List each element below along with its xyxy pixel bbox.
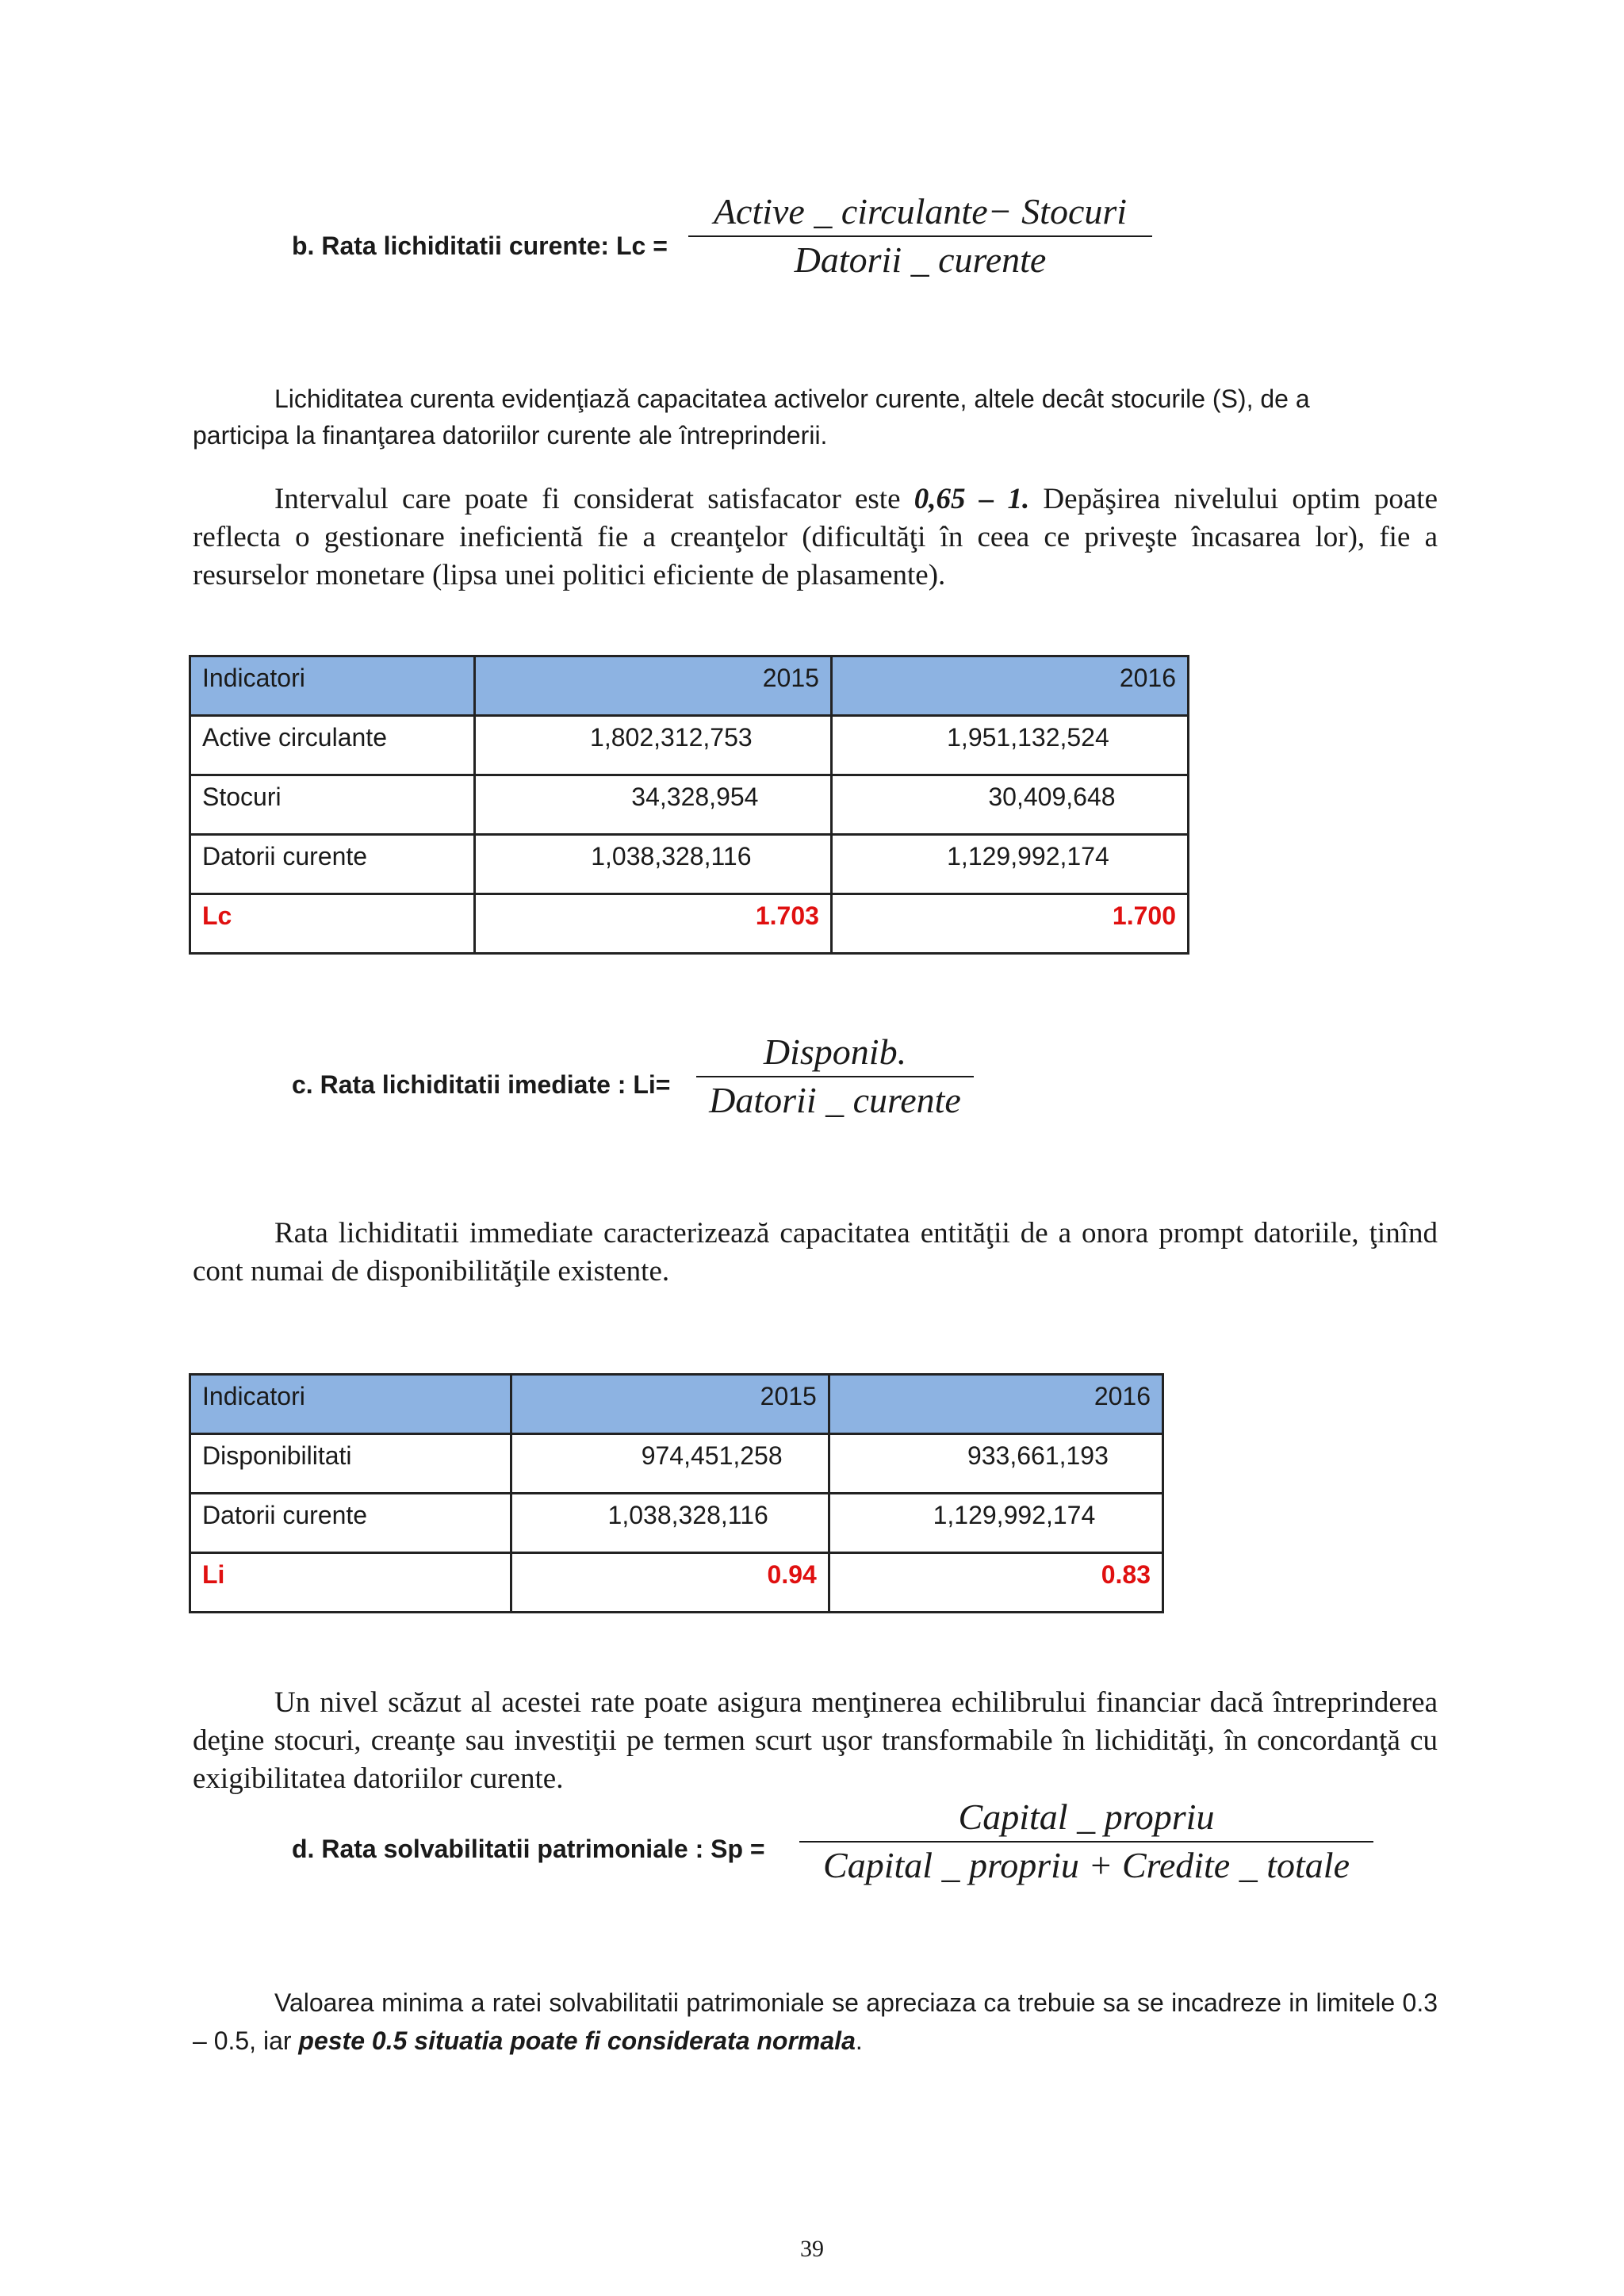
table-row	[190, 716, 1189, 775]
table-cell: 1,951,132,524	[831, 716, 1188, 775]
table-row	[190, 835, 1189, 894]
table-cell: 0.94	[511, 1553, 829, 1613]
table-cell: 1,802,312,753	[474, 716, 831, 775]
table-row	[190, 1434, 1163, 1494]
table-cell: 1,038,328,116	[511, 1494, 829, 1553]
table-cell: Disponibilitati	[190, 1434, 511, 1494]
table-cell: 30,409,648	[831, 775, 1188, 835]
paragraph-interval	[193, 480, 1438, 595]
paragraph-lichiditate-imediata	[193, 1215, 1438, 1291]
table-cell: Li	[190, 1553, 511, 1613]
fraction-bar	[696, 1076, 974, 1077]
table-header-cell: 2016	[831, 656, 1188, 716]
table-header-row	[190, 656, 1189, 716]
table-cell: 1,129,992,174	[831, 835, 1188, 894]
fraction-bar	[688, 235, 1152, 237]
paragraph-text: Valoarea minima a ratei solvabilitatii patrimoniale se apreciaza ca trebuie sa se incadreze in limitele 0.3 – 0.5, iar	[193, 1988, 1438, 2055]
paragraph-text: Un nivel scăzut al acestei rate poate asigura menţinerea echilibrului financiar dacă întreprinderea deţine stocuri, creanţe sau investiţii pe termen scurt uşor transformabile în lichidităţi, în concordanţă cu exigibilitatea datoriilor curente.	[193, 1686, 1438, 1795]
table-cell: Lc	[190, 894, 475, 954]
paragraph-line: participa la finanţarea datoriilor curente ale întreprinderii.	[193, 421, 828, 450]
table-header-row	[190, 1375, 1163, 1434]
formula-b-denominator: Datorii _ curente	[794, 239, 1047, 280]
table-lichiditate-imediata	[189, 1373, 1164, 1613]
formula-b-fraction	[688, 190, 1152, 281]
table-header-cell: 2015	[474, 656, 831, 716]
page-number: 39	[800, 2236, 824, 2262]
paragraph-text: .	[855, 2026, 863, 2055]
formula-c-label: c. Rata lichiditatii imediate : Li=	[292, 1070, 671, 1099]
paragraph-text: Rata lichiditatii immediate caracterizează capacitatea entităţii de a onora prompt datoriile, ţinînd cont numai de disponibilităţile existente.	[193, 1217, 1438, 1288]
fraction-bar	[799, 1841, 1373, 1843]
paragraph-lichiditate-curenta	[193, 381, 1438, 453]
paragraph-text: Intervalul care poate fi considerat satisfacator este	[274, 483, 914, 515]
formula-b-label: b. Rata lichiditatii curente: Lc =	[292, 232, 668, 260]
paragraph-solvabilitate	[193, 1984, 1438, 2060]
formula-c-denominator: Datorii _ curente	[709, 1080, 961, 1120]
emphasis-text: peste 0.5 situatia poate fi considerata normala	[298, 2026, 856, 2055]
table-lichiditate-curenta	[189, 655, 1189, 955]
table-header-cell: Indicatori	[190, 1375, 511, 1434]
table-cell: Stocuri	[190, 775, 475, 835]
table-cell: Datorii curente	[190, 835, 475, 894]
paragraph-nivel-scazut	[193, 1684, 1438, 1798]
table-cell: 1.703	[474, 894, 831, 954]
table-cell: 1,129,992,174	[829, 1494, 1162, 1553]
table-result-row	[190, 894, 1189, 954]
formula-c-fraction	[696, 1031, 974, 1121]
table-header-cell: Indicatori	[190, 656, 475, 716]
table-cell: 1,038,328,116	[474, 835, 831, 894]
table-cell: Datorii curente	[190, 1494, 511, 1553]
table-row	[190, 775, 1189, 835]
paragraph-text: Depăşirea nivelului optim poate reflecta o gestionare ineficientă fie a creanţelor (dificultăţi în ceea ce priveşte încasarea lor), fie a resurselor monetare (lipsa unei politici eficiente de plasamente).	[193, 483, 1438, 591]
table-cell: 0.83	[829, 1553, 1162, 1613]
table-header-cell: 2016	[829, 1375, 1162, 1434]
formula-d-label: d. Rata solvabilitatii patrimoniale : Sp =	[292, 1835, 765, 1863]
formula-d-fraction	[799, 1796, 1373, 1886]
formula-c-numerator: Disponib.	[763, 1031, 907, 1072]
formula-b-numerator: Active _ circulante− Stocuri	[713, 191, 1128, 232]
table-cell: 933,661,193	[829, 1434, 1162, 1494]
paragraph-line: Lichiditatea curenta evidenţiază capacitatea activelor curente, altele decât stocurile (S), de a	[274, 385, 1310, 413]
table-cell: 34,328,954	[474, 775, 831, 835]
table-result-row	[190, 1553, 1163, 1613]
formula-d-denominator: Capital _ propriu + Credite _ totale	[823, 1845, 1350, 1885]
table-cell: Active circulante	[190, 716, 475, 775]
table-header-cell: 2015	[511, 1375, 829, 1434]
table-cell: 1.700	[831, 894, 1188, 954]
formula-d-numerator: Capital _ propriu	[958, 1797, 1215, 1837]
interval-value: 0,65 – 1.	[914, 483, 1030, 515]
table-row	[190, 1494, 1163, 1553]
table-cell: 974,451,258	[511, 1434, 829, 1494]
